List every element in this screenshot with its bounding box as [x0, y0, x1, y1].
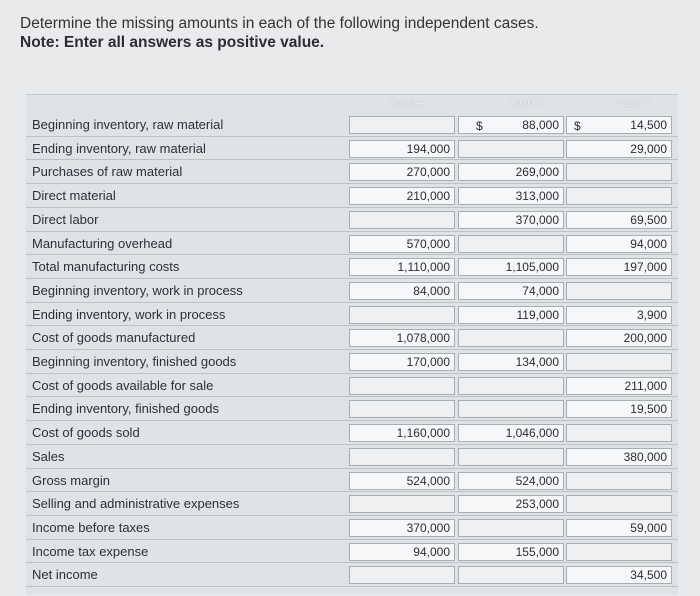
case-a-value-cell: 1,078,000: [349, 329, 455, 347]
row-divider: [26, 207, 678, 208]
case-c-value-cell[interactable]: [566, 495, 672, 513]
case-c-value-cell: 211,000: [566, 377, 672, 395]
case-c-value-cell[interactable]: [566, 353, 672, 371]
row-divider: [26, 420, 678, 421]
row-divider: [26, 586, 678, 587]
case-c-value-cell: 94,000: [566, 235, 672, 253]
row-label: Gross margin: [32, 472, 111, 488]
case-c-value-cell: 380,000: [566, 448, 672, 466]
case-b-value-cell: 119,000: [458, 306, 564, 324]
row-divider: [26, 349, 678, 350]
row-divider: [26, 231, 678, 232]
row-label: Net income: [32, 567, 98, 583]
column-header-case-a: Case A: [388, 97, 424, 109]
row-label: Income tax expense: [32, 543, 149, 559]
case-a-value-cell: 570,000: [349, 235, 455, 253]
case-b-value-cell: 74,000: [458, 282, 564, 300]
row-label: Cost of goods manufactured: [32, 330, 196, 346]
currency-symbol-case-b: $: [476, 119, 483, 133]
row-divider: [26, 302, 678, 303]
case-a-value-cell: 270,000: [349, 163, 455, 181]
case-b-value-cell[interactable]: [458, 566, 564, 584]
row-label: Purchases of raw material: [32, 164, 183, 180]
case-b-value-cell[interactable]: [458, 400, 564, 418]
instructions-note: Note: Enter all answers as positive value.: [20, 34, 325, 51]
row-label: Ending inventory, raw material: [32, 140, 206, 156]
row-divider: [26, 491, 678, 492]
case-a-value-cell[interactable]: [349, 377, 455, 395]
case-a-value-cell: 1,110,000: [349, 258, 455, 276]
case-b-value-cell: 1,105,000: [458, 258, 564, 276]
currency-symbol-case-c: $: [574, 119, 581, 133]
case-c-value-cell: 3,900: [566, 306, 672, 324]
case-c-value-cell[interactable]: [566, 163, 672, 181]
case-b-value-cell[interactable]: [458, 448, 564, 466]
case-c-value-cell: 29,000: [566, 140, 672, 158]
case-b-value-cell[interactable]: [458, 377, 564, 395]
case-c-value-cell[interactable]: [566, 187, 672, 205]
row-divider: [26, 183, 678, 184]
row-label: Total manufacturing costs: [32, 259, 180, 275]
row-divider: [26, 562, 678, 563]
row-label: Manufacturing overhead: [32, 235, 173, 251]
row-divider: [26, 515, 678, 516]
case-a-value-cell: 94,000: [349, 543, 455, 561]
case-b-value-cell: 370,000: [458, 211, 564, 229]
case-b-value-cell: 313,000: [458, 187, 564, 205]
row-divider: [26, 373, 678, 374]
row-label: Beginning inventory, work in process: [32, 282, 243, 298]
row-label: Beginning inventory, raw material: [32, 117, 224, 132]
case-c-value-cell: 69,500: [566, 211, 672, 229]
case-a-value-cell[interactable]: [349, 448, 455, 466]
case-b-value-cell: 155,000: [458, 543, 564, 561]
row-label: Income before taxes: [32, 519, 150, 535]
case-b-value-cell: 88,000: [458, 116, 564, 134]
row-divider: [26, 396, 678, 397]
row-label: Direct material: [32, 188, 116, 204]
instructions-text: Determine the missing amounts in each of the following independent cases.: [20, 15, 539, 32]
case-a-value-cell[interactable]: [349, 400, 455, 418]
row-label: Direct labor: [32, 211, 99, 227]
row-label: Sales: [32, 448, 65, 464]
case-c-value-cell[interactable]: [566, 472, 672, 490]
case-c-value-cell[interactable]: [566, 424, 672, 442]
column-header-case-b: Case B: [507, 97, 545, 109]
case-c-value-cell: 34,500: [566, 566, 672, 584]
case-b-value-cell: 269,000: [458, 163, 564, 181]
cases-table: [26, 94, 678, 595]
case-b-value-cell: 1,046,000: [458, 424, 564, 442]
case-c-value-cell: 59,000: [566, 519, 672, 537]
row-divider: [26, 278, 678, 279]
case-a-value-cell: 1,160,000: [349, 424, 455, 442]
case-a-value-cell[interactable]: [349, 306, 455, 324]
case-a-value-cell[interactable]: [349, 211, 455, 229]
case-c-value-cell: 197,000: [566, 258, 672, 276]
case-a-value-cell[interactable]: [349, 116, 455, 134]
column-header-case-c: Case C: [614, 97, 652, 109]
case-c-value-cell[interactable]: [566, 543, 672, 561]
case-b-value-cell[interactable]: [458, 519, 564, 537]
row-divider: [26, 468, 678, 469]
case-a-value-cell[interactable]: [349, 566, 455, 584]
case-a-value-cell: 210,000: [349, 187, 455, 205]
case-c-value-cell: 200,000: [566, 329, 672, 347]
row-divider: [26, 159, 678, 160]
case-b-value-cell: 524,000: [458, 472, 564, 490]
case-b-value-cell: 253,000: [458, 495, 564, 513]
row-label: Ending inventory, finished goods: [32, 401, 219, 417]
case-b-value-cell: 134,000: [458, 353, 564, 371]
row-label: Selling and administrative expenses: [32, 496, 240, 512]
instructions: [20, 14, 680, 52]
case-a-value-cell: 524,000: [349, 472, 455, 490]
row-label: Cost of goods sold: [32, 425, 140, 441]
case-a-value-cell: 370,000: [349, 519, 455, 537]
case-c-value-cell: 14,500: [566, 116, 672, 134]
row-divider: [26, 254, 678, 255]
row-label: Ending inventory, work in process: [32, 306, 226, 322]
row-divider: [26, 136, 678, 137]
row-divider: [26, 539, 678, 540]
row-divider: [26, 325, 678, 326]
case-c-value-cell: 19,500: [566, 400, 672, 418]
case-c-value-cell[interactable]: [566, 282, 672, 300]
row-divider: [26, 444, 678, 445]
case-b-value-cell[interactable]: [458, 140, 564, 158]
case-a-value-cell[interactable]: [349, 495, 455, 513]
case-a-value-cell: 84,000: [349, 282, 455, 300]
case-b-value-cell[interactable]: [458, 329, 564, 347]
row-label: Cost of goods available for sale: [32, 377, 214, 393]
case-a-value-cell: 170,000: [349, 353, 455, 371]
case-a-value-cell: 194,000: [349, 140, 455, 158]
case-b-value-cell[interactable]: [458, 235, 564, 253]
row-label: Beginning inventory, finished goods: [32, 354, 237, 369]
